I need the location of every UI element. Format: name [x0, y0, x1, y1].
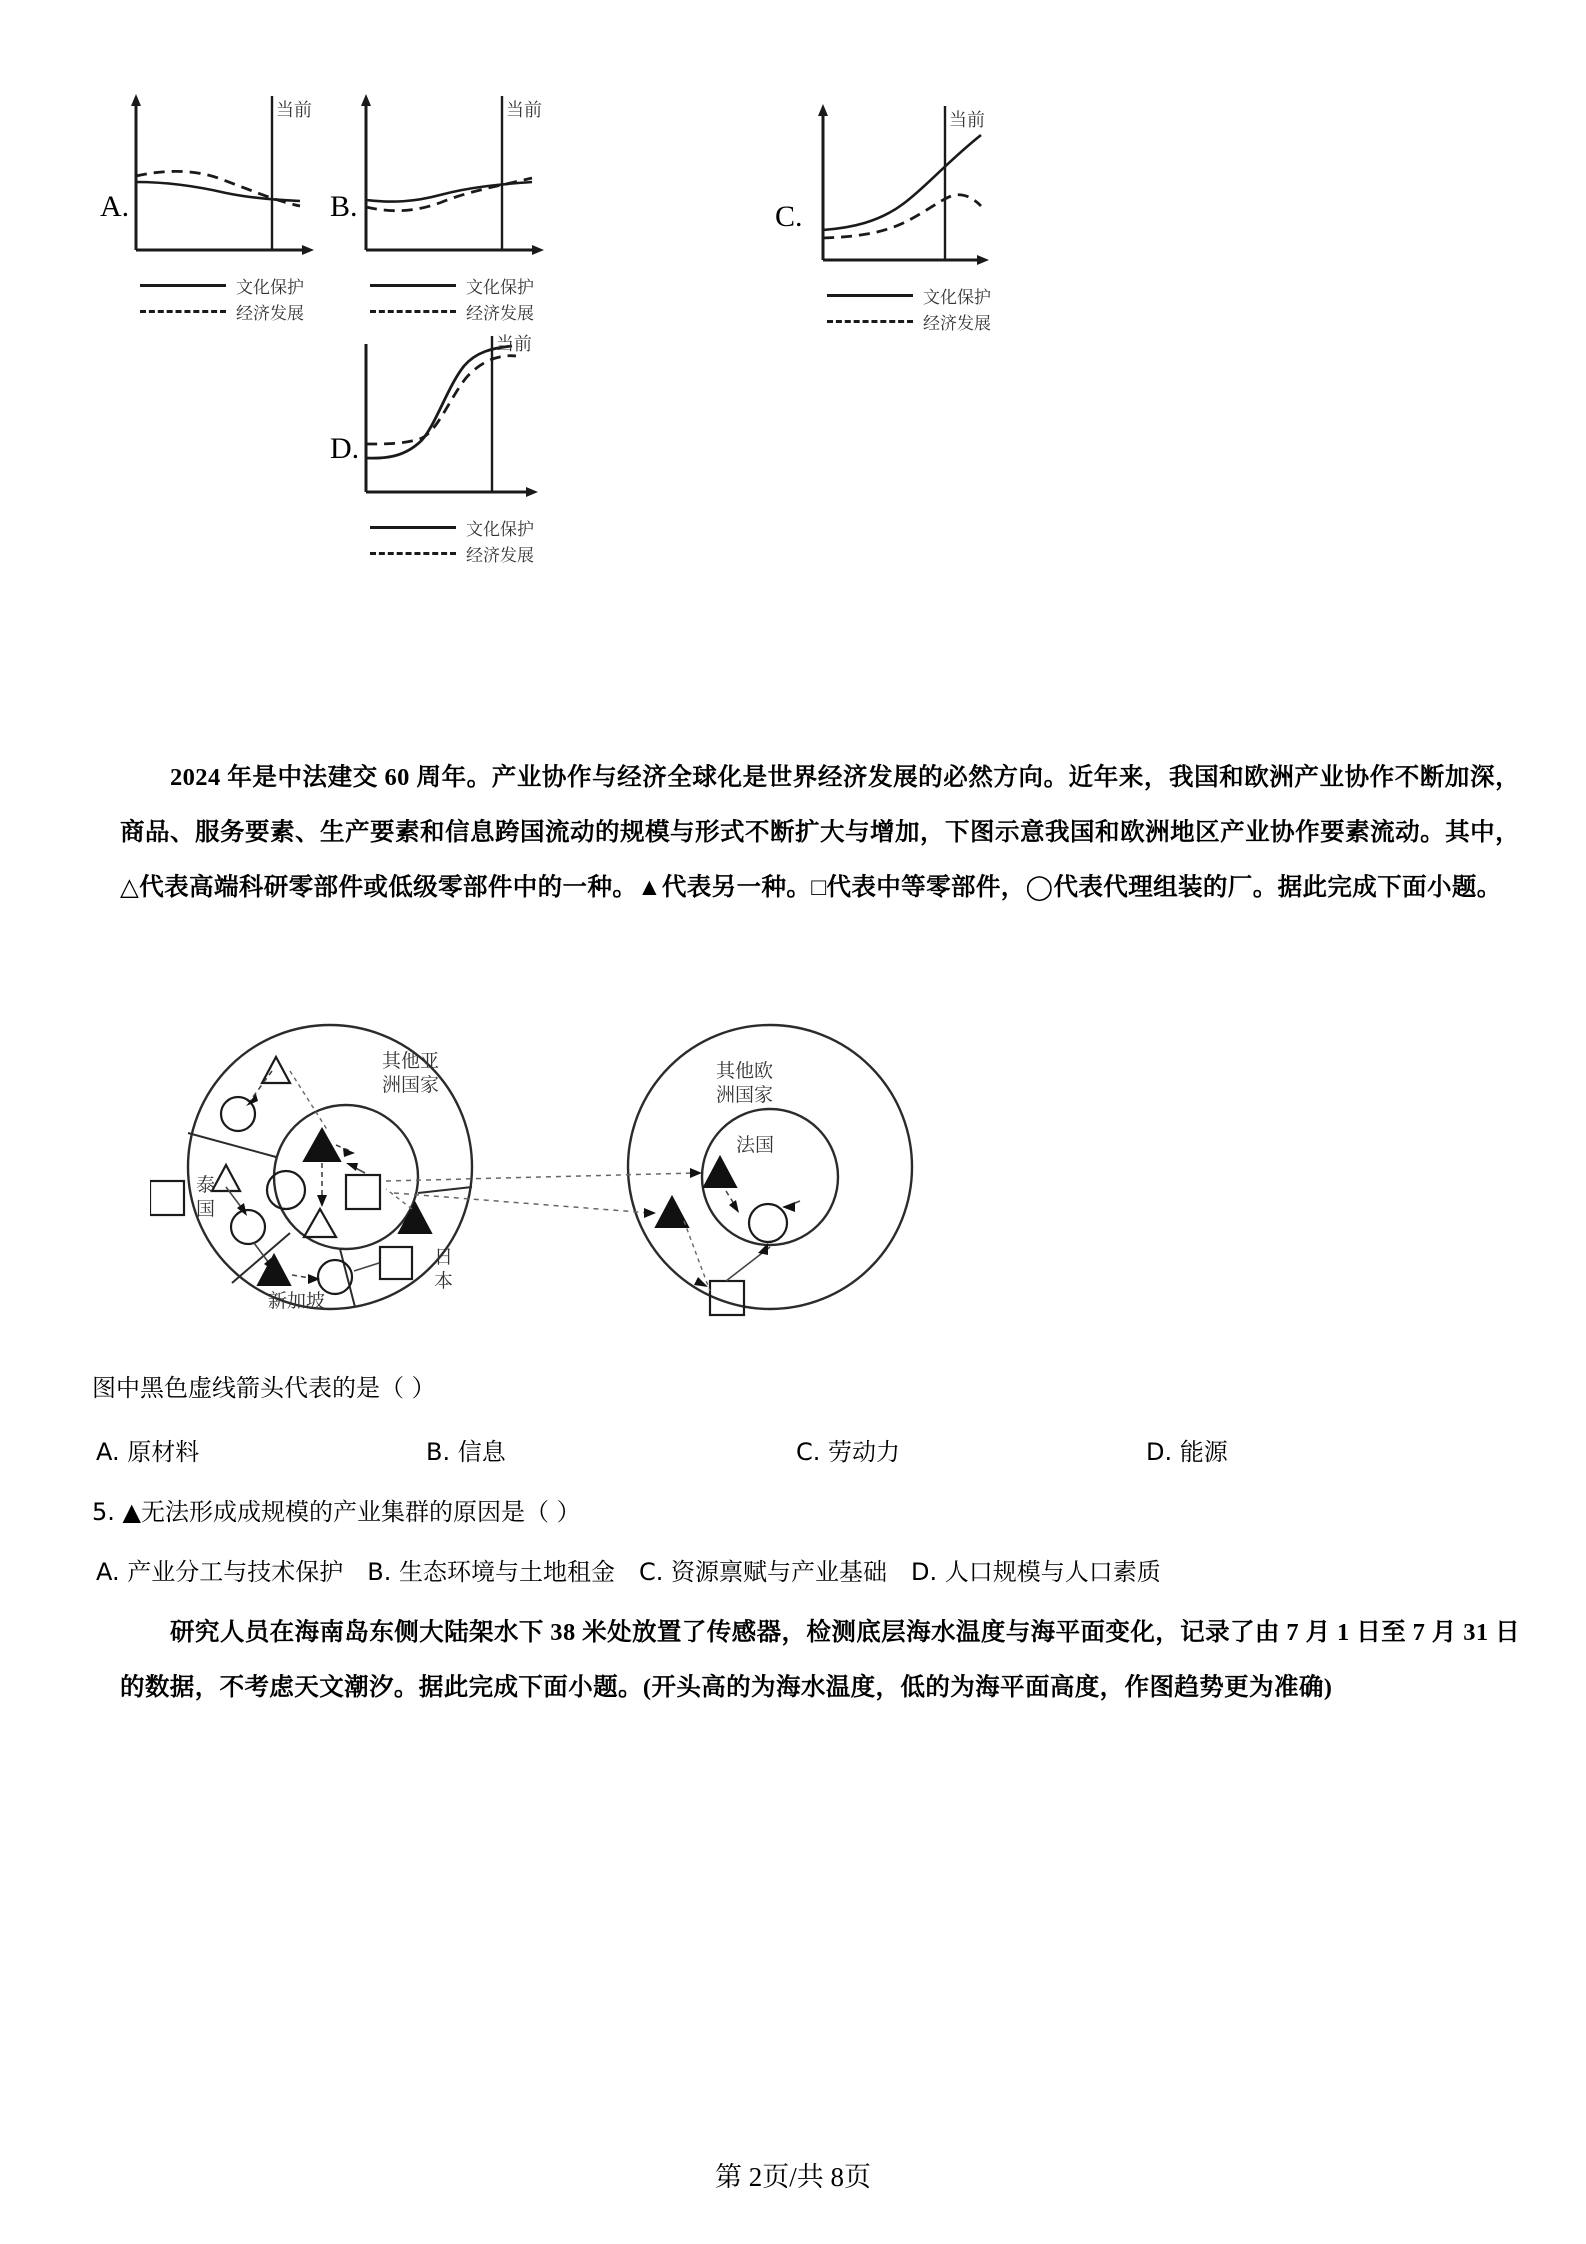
- symbol-square: [380, 1247, 412, 1279]
- legend-row-solid-b: [370, 272, 534, 298]
- legend-row-dashed-b: [370, 298, 534, 324]
- chart-d-current-label: [496, 330, 532, 356]
- singapore-label: 新加坡: [268, 1290, 326, 1312]
- option-d-letter: D.: [330, 432, 360, 465]
- symbol-square: [346, 1175, 380, 1209]
- symbol-circle: [231, 1210, 265, 1244]
- symbol-circle: [749, 1204, 787, 1242]
- japan-label-1: 日: [434, 1246, 454, 1268]
- question-4-stem: 图中黑色虚线箭头代表的是（ ）: [92, 1374, 436, 1402]
- chart-b-current-label: [506, 96, 542, 122]
- legend-solid-label-b: 文化保护: [466, 277, 534, 298]
- q5-option-b[interactable]: B. 生态环境与土地租金: [367, 1558, 615, 1586]
- europe-outer-label-2: 洲国家: [716, 1084, 774, 1106]
- europe-outer-label-1: 其他欧: [716, 1060, 774, 1082]
- flow-arrow-dashed: [394, 1193, 650, 1213]
- chart-c-current-label: [949, 106, 985, 132]
- legend-dash-swatch-c: [827, 320, 913, 323]
- symbol-circle: [267, 1171, 305, 1209]
- symbol-filled-triangle: [304, 1129, 340, 1161]
- symbol-filled-triangle: [258, 1255, 290, 1285]
- legend-dash-swatch-d: [370, 552, 456, 555]
- legend-solid-label-c: 文化保护: [923, 287, 991, 308]
- japan-label-2: 本: [434, 1270, 454, 1292]
- q4-option-b[interactable]: B. 信息: [426, 1438, 506, 1466]
- option-c-chart: [775, 100, 1005, 334]
- legend-dash-label-d: 经济发展: [466, 545, 534, 566]
- page-footer: [0, 2155, 1586, 2194]
- chart-a-legend: [140, 272, 304, 324]
- question-4-options: [96, 1432, 1516, 1467]
- legend-solid-swatch-a: [140, 284, 226, 287]
- option-a-letter: A.: [100, 190, 130, 223]
- option-d-chart: [330, 332, 560, 566]
- legend-solid-swatch-c: [827, 294, 913, 297]
- symbol-filled-triangle: [656, 1197, 688, 1227]
- legend-row-solid-c: [827, 282, 991, 308]
- question-5-stem: 5. ▲无法形成成规模的产业集群的原因是（ ）: [92, 1498, 581, 1526]
- legend-dash-swatch-a: [140, 310, 226, 313]
- chart-d-legend: [370, 514, 534, 566]
- legend-solid-label-d: 文化保护: [466, 519, 534, 540]
- chart-d-svg: [330, 332, 560, 512]
- chart-c-legend: [827, 282, 991, 334]
- current-text-d: 当前: [496, 334, 532, 355]
- legend-dash-label-c: 经济发展: [923, 313, 991, 334]
- current-text-a: 当前: [276, 100, 312, 121]
- industry-flow-diagram: [150, 1005, 1030, 1340]
- q5-option-d[interactable]: D. 人口规模与人口素质: [911, 1558, 1161, 1586]
- legend-row-dashed-c: [827, 308, 991, 334]
- legend-row-solid-a: [140, 272, 304, 298]
- legend-dash-swatch-b: [370, 310, 456, 313]
- q4-option-a[interactable]: A. 原材料: [96, 1438, 200, 1466]
- flow-arrow-dashed: [386, 1173, 696, 1181]
- q4-option-c[interactable]: C. 劳动力: [796, 1438, 901, 1466]
- thailand-label-1: 泰: [196, 1174, 216, 1196]
- legend-solid-swatch-d: [370, 526, 456, 529]
- passage-2-paragraph: 研究人员在海南岛东侧大陆架水下 38 米处放置了传感器，检测底层海水温度与海平面变化，记录了由 7 月 1 日至 7 月 31 日的数据，不考虑天文潮汐。据此完成下面小题。(开头高的为海水温度，低的为海平面高度，作图趋势更为准确): [120, 1619, 1520, 1701]
- thailand-label-2: 国: [196, 1198, 216, 1220]
- diagram-svg: [150, 1005, 1030, 1335]
- legend-solid-swatch-b: [370, 284, 456, 287]
- asia-outer-label-1: 其他亚: [382, 1050, 440, 1072]
- symbol-filled-triangle: [704, 1157, 736, 1187]
- q5-option-a[interactable]: A. 产业分工与技术保护: [96, 1558, 344, 1586]
- legend-dash-label-b: 经济发展: [466, 303, 534, 324]
- page-number-text: 第 2页/共 8页: [714, 2162, 871, 2192]
- question-5-options: [96, 1552, 1516, 1587]
- legend-row-dashed-a: [140, 298, 304, 324]
- option-c-letter: C.: [775, 200, 803, 233]
- current-text-b: 当前: [506, 100, 542, 121]
- option-b-letter: B.: [330, 190, 358, 223]
- chart-b-legend: [370, 272, 534, 324]
- symbol-open-triangle: [304, 1209, 336, 1237]
- chart-a-current-label: [276, 96, 312, 122]
- france-label: 法国: [736, 1134, 775, 1156]
- passage-paragraph: 2024 年是中法建交 60 周年。产业协作与经济全球化是世界经济发展的必然方向。近年来，我国和欧洲产业协作不断加深，商品、服务要素、生产要素和信息跨国流动的规模与形式不断扩大与增加，下图示意我国和欧洲地区产业协作要素流动。其中，△代表高端科研零部件或低级零部件中的一种。▲代表另一种。□代表中等零部件，◯代表代理组装的厂。据此完成下面小题。: [120, 764, 1520, 901]
- legend-row-solid-d: [370, 514, 534, 540]
- option-b-chart: [330, 90, 560, 324]
- q4-option-d[interactable]: D. 能源: [1146, 1438, 1228, 1466]
- option-a-chart: [100, 90, 330, 324]
- legend-row-dashed-d: [370, 540, 534, 566]
- legend-dash-label-a: 经济发展: [236, 303, 304, 324]
- legend-solid-label-a: 文化保护: [236, 277, 304, 298]
- current-text-c: 当前: [949, 110, 985, 131]
- asia-outer-label-2: 洲国家: [382, 1074, 440, 1096]
- q5-option-c[interactable]: C. 资源禀赋与产业基础: [639, 1558, 888, 1586]
- symbol-square: [150, 1181, 184, 1215]
- option-charts-row: [0, 70, 1586, 566]
